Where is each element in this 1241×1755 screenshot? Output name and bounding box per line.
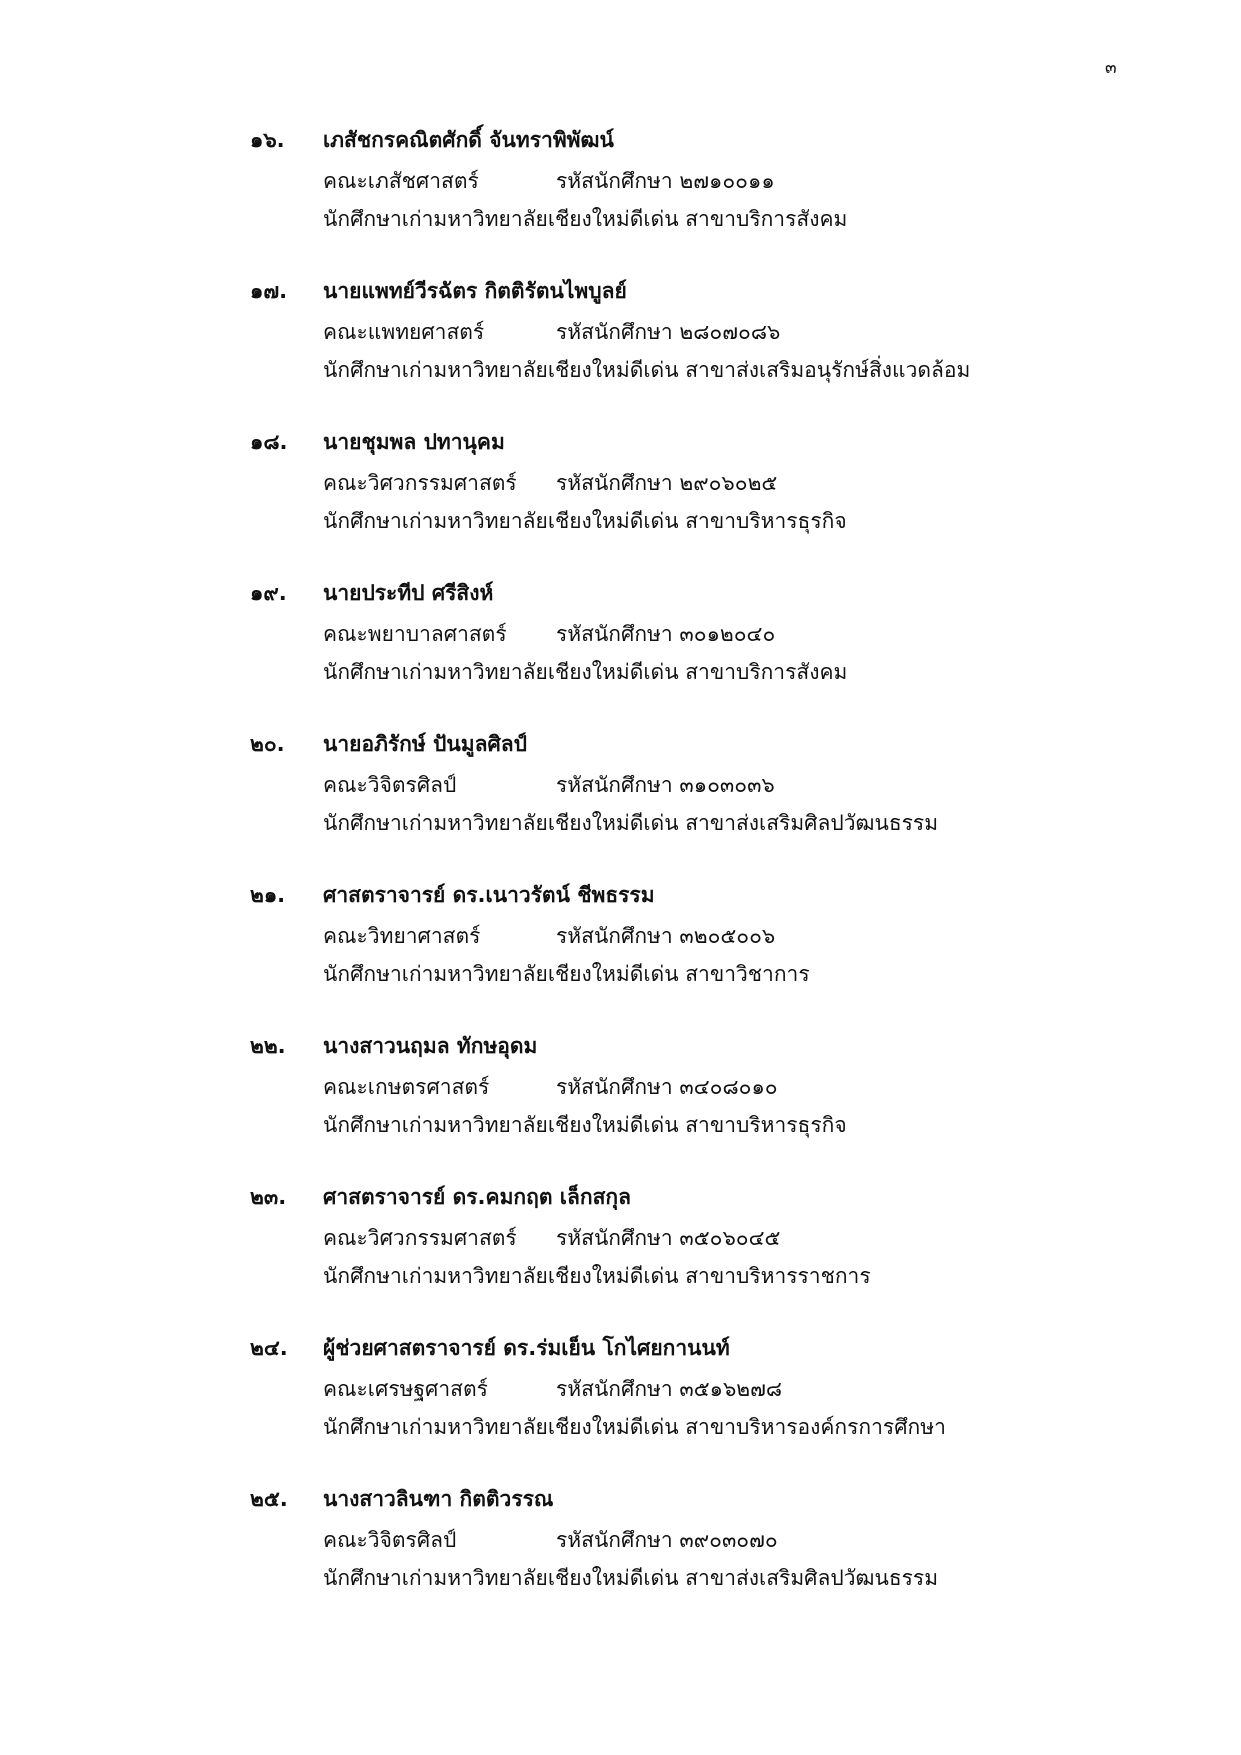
award-category: นักศึกษาเก่ามหาวิทยาลัยเชียงใหม่ดีเด่น สาขาบริหารธุรกิจ (323, 509, 847, 533)
faculty-line (323, 165, 775, 198)
student-id: ๓๐๑๒๐๔๐ (679, 622, 776, 646)
awardee-entry (250, 1181, 1210, 1332)
student-id: ๓๕๐๖๐๔๕ (679, 1226, 781, 1250)
awardee-entry (250, 728, 1210, 879)
student-id: ๓๕๑๖๒๗๘ (679, 1377, 783, 1401)
awardee-name: นายชุมพล ปทานุคม (323, 430, 505, 454)
awardee-entry (250, 1483, 1210, 1634)
student-id-label: รหัสนักศึกษา (556, 924, 673, 948)
entry-number: ๑๗. (250, 279, 288, 303)
awardee-name: ผู้ช่วยศาสตราจารย์ ดร.ร่มเย็น โกไศยกานนท์ (323, 1336, 730, 1360)
student-id-label: รหัสนักศึกษา (556, 320, 673, 344)
faculty-name: คณะวิศวกรรมศาสตร์ (323, 471, 517, 495)
awardee-name: นางสาวนฤมล ทักษอุดม (323, 1034, 538, 1058)
faculty-line (323, 1222, 780, 1255)
faculty-line (323, 316, 780, 349)
awardee-entry (250, 879, 1210, 1030)
faculty-name: คณะเกษตรศาสตร์ (323, 1075, 490, 1099)
award-category: นักศึกษาเก่ามหาวิทยาลัยเชียงใหม่ดีเด่น สาขาบริหารธุรกิจ (323, 1113, 847, 1137)
student-id-label: รหัสนักศึกษา (556, 471, 673, 495)
faculty-line (323, 769, 775, 802)
faculty-name: คณะเภสัชศาสตร์ (323, 169, 479, 193)
faculty-line (323, 1071, 778, 1104)
student-id-label: รหัสนักศึกษา (556, 1377, 673, 1401)
faculty-line (323, 920, 775, 953)
awardee-entry (250, 1030, 1210, 1181)
entry-number: ๒๑. (250, 883, 286, 907)
student-id: ๓๔๐๘๐๑๐ (679, 1075, 778, 1099)
student-id: ๒๙๐๖๐๒๕ (679, 471, 778, 495)
student-id: ๓๑๐๓๐๓๖ (679, 773, 775, 797)
student-id-label: รหัสนักศึกษา (556, 773, 673, 797)
faculty-name: คณะแพทยศาสตร์ (323, 320, 485, 344)
faculty-line (323, 467, 777, 500)
student-id: ๓๒๐๕๐๐๖ (679, 924, 776, 948)
student-id-label: รหัสนักศึกษา (556, 1226, 673, 1250)
awardee-name: นางสาวลินฑา กิตติวรรณ (323, 1487, 554, 1511)
entry-number: ๒๐. (250, 732, 285, 756)
student-id: ๒๘๐๗๐๘๖ (679, 320, 781, 344)
faculty-name: คณะวิทยาศาสตร์ (323, 924, 481, 948)
awardee-entry (250, 124, 1210, 275)
entry-number: ๒๔. (250, 1336, 288, 1360)
entry-number: ๑๖. (250, 128, 285, 152)
student-id: ๓๙๐๓๐๗๐ (679, 1528, 778, 1552)
award-category: นักศึกษาเก่ามหาวิทยาลัยเชียงใหม่ดีเด่น สาขาวิชาการ (323, 962, 810, 986)
entry-number: ๒๕. (250, 1487, 288, 1511)
award-category: นักศึกษาเก่ามหาวิทยาลัยเชียงใหม่ดีเด่น สาขาบริการสังคม (323, 660, 848, 684)
entry-number: ๒๓. (250, 1185, 287, 1209)
award-category: นักศึกษาเก่ามหาวิทยาลัยเชียงใหม่ดีเด่น สาขาบริหารราชการ (323, 1264, 871, 1288)
award-category: นักศึกษาเก่ามหาวิทยาลัยเชียงใหม่ดีเด่น สาขาบริหารองค์กรการศึกษา (323, 1415, 946, 1439)
faculty-name: คณะพยาบาลศาสตร์ (323, 622, 507, 646)
award-category: นักศึกษาเก่ามหาวิทยาลัยเชียงใหม่ดีเด่น สาขาส่งเสริมศิลปวัฒนธรรม (323, 811, 939, 835)
awardee-entry (250, 426, 1210, 577)
faculty-name: คณะวิจิตรศิลป์ (323, 1528, 457, 1552)
student-id: ๒๗๑๐๐๑๑ (679, 169, 775, 193)
awardee-entry (250, 577, 1210, 728)
student-id-label: รหัสนักศึกษา (556, 1528, 673, 1552)
award-category: นักศึกษาเก่ามหาวิทยาลัยเชียงใหม่ดีเด่น สาขาส่งเสริมอนุรักษ์สิ่งแวดล้อม (323, 358, 971, 382)
awardee-name: นายประทีป ศรีสิงห์ (323, 581, 494, 605)
entry-number: ๒๒. (250, 1034, 286, 1058)
awardee-name: ศาสตราจารย์ ดร.คมกฤต เล็กสกุล (323, 1185, 631, 1209)
faculty-line (323, 618, 775, 651)
award-category: นักศึกษาเก่ามหาวิทยาลัยเชียงใหม่ดีเด่น สาขาบริการสังคม (323, 207, 848, 231)
awardee-list (250, 124, 1210, 1634)
awardee-entry (250, 275, 1210, 426)
entry-number: ๑๙. (250, 581, 287, 605)
faculty-name: คณะวิจิตรศิลป์ (323, 773, 457, 797)
faculty-name: คณะวิศวกรรมศาสตร์ (323, 1226, 517, 1250)
awardee-name: ศาสตราจารย์ ดร.เนาวรัตน์ ชีพธรรม (323, 883, 655, 907)
page-number: ๓ (1105, 58, 1117, 78)
student-id-label: รหัสนักศึกษา (556, 622, 673, 646)
awardee-name: เภสัชกรคณิตศักดิ์ จันทราพิพัฒน์ (323, 128, 614, 152)
award-category: นักศึกษาเก่ามหาวิทยาลัยเชียงใหม่ดีเด่น สาขาส่งเสริมศิลปวัฒนธรรม (323, 1566, 939, 1590)
faculty-name: คณะเศรษฐศาสตร์ (323, 1377, 488, 1401)
awardee-name: นายแพทย์วีรฉัตร กิตติรัตนไพบูลย์ (323, 279, 627, 303)
awardee-entry (250, 1332, 1210, 1483)
faculty-line (323, 1373, 782, 1406)
faculty-line (323, 1524, 778, 1557)
entry-number: ๑๘. (250, 430, 288, 454)
student-id-label: รหัสนักศึกษา (556, 169, 673, 193)
awardee-name: นายอภิรักษ์ ปันมูลศิลป์ (323, 732, 527, 756)
student-id-label: รหัสนักศึกษา (556, 1075, 673, 1099)
